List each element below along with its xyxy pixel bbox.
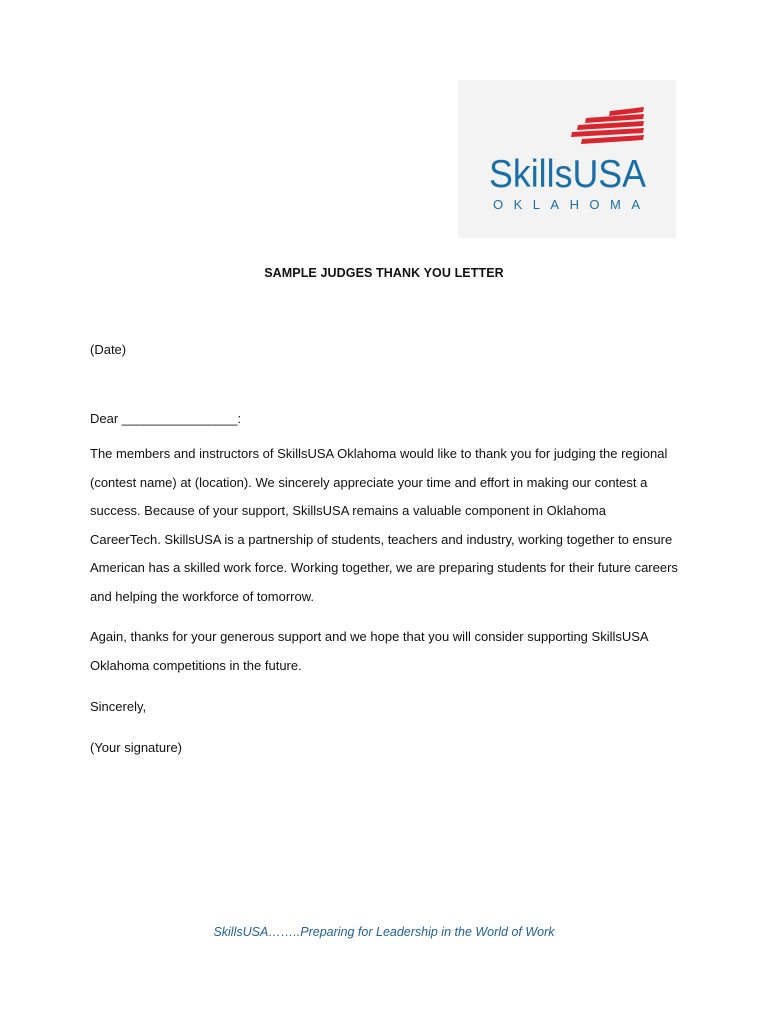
- date-placeholder: (Date): [90, 342, 127, 357]
- closing: Sincerely,: [90, 699, 147, 714]
- salutation: Dear ________________:: [90, 411, 242, 426]
- logo-brand-text: SkillsUSA: [489, 153, 646, 196]
- skillsusa-oklahoma-logo: [458, 80, 676, 238]
- logo-state-text: OKLAHOMA: [493, 197, 640, 212]
- signature-placeholder: (Your signature): [90, 740, 183, 755]
- letter-title: SAMPLE JUDGES THANK YOU LETTER: [264, 266, 504, 280]
- body-paragraph-1: The members and instructors of SkillsUSA Oklahoma would like to thank you for judging the regional (contest name) at (location). We sincerely appreciate your time and effort in making our contest a success. Because of your support, SkillsUSA remains a valuable component in Oklahoma CareerTech. SkillsUSA is a partnership of students, teachers and industry, working together to ensure American has a skilled work force. Working together, we are preparing students for their future careers and helping the workforce of tomorrow.: [90, 446, 678, 604]
- footer-tagline: SkillsUSA……..Preparing for Leadership in the World of Work: [213, 925, 555, 939]
- logo-graphic: [458, 80, 676, 238]
- body-paragraph-2: Again, thanks for your generous support and we hope that you will consider supporting SkillsUSA Oklahoma competitions in the future.: [90, 629, 648, 673]
- flag-stripes-icon: [571, 107, 644, 144]
